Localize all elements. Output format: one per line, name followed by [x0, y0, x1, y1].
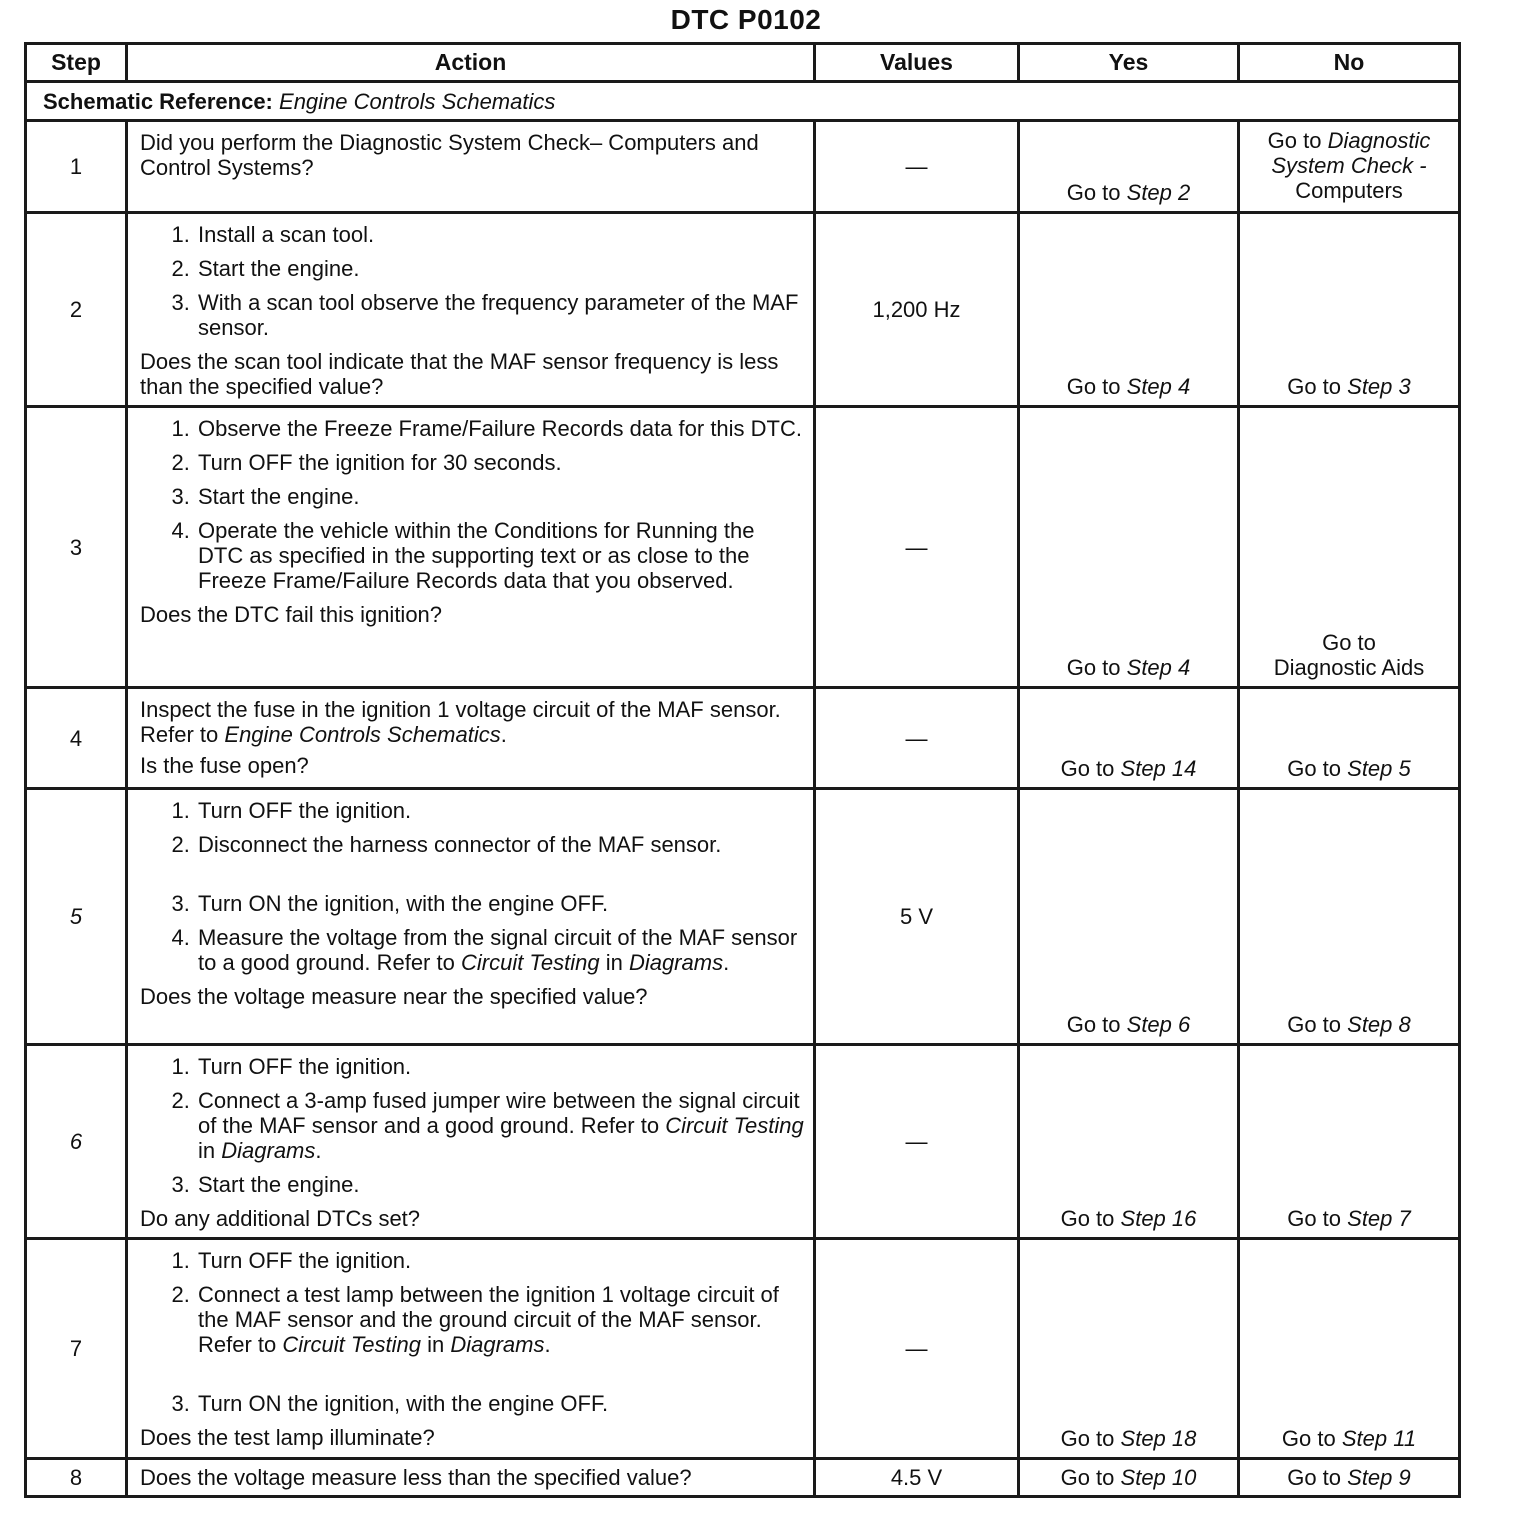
value-cell: — [815, 1045, 1019, 1239]
list-item: 1. Turn OFF the ignition. [196, 1054, 805, 1079]
step-number: 3 [26, 407, 127, 688]
action-cell [127, 121, 815, 213]
no-cell: Go to Step 9 [1239, 1459, 1460, 1497]
list-item: 4. Measure the voltage from the signal circuit of the MAF sensor to a good ground. Refer to Circuit Testing in Diagrams. [196, 925, 805, 975]
value-cell: — [815, 407, 1019, 688]
no-cell: Go to Diagnostic Aids [1239, 407, 1460, 688]
step-ref: Step 7 [1347, 1206, 1411, 1231]
step-ref: Step 14 [1120, 756, 1197, 781]
action-cell [127, 1045, 815, 1239]
no-cell: Go to Step 5 [1239, 688, 1460, 789]
diagnostic-table [24, 42, 1461, 1498]
action-cell [127, 1459, 815, 1497]
action-question: Does the test lamp illuminate? [140, 1425, 435, 1450]
list-item: 1. Observe the Freeze Frame/Failure Records data for this DTC. [196, 416, 805, 441]
action-steps [140, 222, 805, 340]
table-row [26, 1239, 1460, 1459]
header-step: Step [26, 44, 127, 82]
action-question: Does the voltage measure less than the specified value? [140, 1465, 692, 1490]
goto-text: Go to [1066, 180, 1121, 205]
yes-cell: Go to Step 16 [1019, 1045, 1239, 1239]
step-number: 7 [26, 1239, 127, 1459]
step-number: 5 [26, 789, 127, 1045]
value-cell: — [815, 121, 1019, 213]
table-row [26, 1045, 1460, 1239]
no-cell: Go to Step 3 [1239, 213, 1460, 407]
step-ref: Step 4 [1126, 374, 1191, 399]
step-number: 6 [26, 1045, 127, 1239]
circuit-testing-link: Circuit Testing [460, 950, 600, 975]
action-cell [127, 789, 815, 1045]
list-item: 2. Connect a 3-amp fused jumper wire between the signal circuit of the MAF sensor and a good ground. Refer to Circuit Testing in Diagrams. [196, 1088, 805, 1163]
circuit-testing-link: Circuit Testing [665, 1113, 804, 1138]
action-steps [140, 798, 805, 975]
list-item: 2. Start the engine. [196, 256, 805, 281]
action-question: Did you perform the Diagnostic System Check– Computers and Control Systems? [140, 130, 759, 180]
schematic-reference-row [26, 82, 1460, 121]
value-cell: — [815, 1239, 1019, 1459]
list-item: 3. With a scan tool observe the frequency parameter of the MAF sensor. [196, 290, 805, 340]
value-cell: 5 V [815, 789, 1019, 1045]
table-row [26, 688, 1460, 789]
diagrams-link: Diagrams [450, 1332, 545, 1357]
list-item: 2. Turn OFF the ignition for 30 seconds. [196, 450, 805, 475]
yes-cell: Go to Step 6 [1019, 789, 1239, 1045]
action-question: Is the fuse open? [140, 753, 309, 778]
value-cell: — [815, 688, 1019, 789]
step-ref: Step 9 [1347, 1465, 1411, 1490]
yes-cell: Go to Step 14 [1019, 688, 1239, 789]
list-item: 3. Start the engine. [196, 1172, 805, 1197]
step-ref: Step 8 [1347, 1012, 1411, 1037]
action-question: Does the voltage measure near the specified value? [140, 984, 648, 1009]
table-row [26, 121, 1460, 213]
step-ref: Step 5 [1347, 756, 1411, 781]
step-ref: Step 6 [1126, 1012, 1191, 1037]
step-number: 4 [26, 688, 127, 789]
action-question: Does the DTC fail this ignition? [140, 602, 443, 627]
yes-cell: Go to Step 4 [1019, 213, 1239, 407]
list-item: 3. Turn ON the ignition, with the engine OFF. [196, 1391, 805, 1416]
step-number: 1 [26, 121, 127, 213]
step-ref: Step 16 [1120, 1206, 1197, 1231]
list-item: 4. Operate the vehicle within the Conditions for Running the DTC as specified in the supporting text or as close to the Freeze Frame/Failure Records data that you observed. [196, 518, 805, 593]
yes-cell: Go to Step 10 [1019, 1459, 1239, 1497]
no-cell: Go to Step 8 [1239, 789, 1460, 1045]
schematic-reference [26, 82, 1460, 121]
table-row [26, 789, 1460, 1045]
step-ref: Step 18 [1120, 1426, 1197, 1451]
action-steps [140, 1248, 805, 1416]
step-ref: Step 10 [1120, 1465, 1197, 1490]
header-row [26, 44, 1460, 82]
table-row [26, 407, 1460, 688]
header-values: Values [815, 44, 1019, 82]
page-title: DTC P0102 [670, 4, 822, 35]
diagrams-link: Diagrams [221, 1138, 316, 1163]
yes-cell: Go to Step 18 [1019, 1239, 1239, 1459]
goto-text: Go to [1267, 128, 1322, 153]
diagnostic-aids-text: Diagnostic Aids [1273, 655, 1425, 680]
action-question: Do any additional DTCs set? [140, 1206, 421, 1231]
yes-cell: Go to Step 4 [1019, 407, 1239, 688]
list-item: 3. Turn ON the ignition, with the engine OFF. [196, 891, 805, 916]
schematic-reference-label: Schematic Reference: [43, 88, 273, 114]
step-ref: Step 3 [1347, 374, 1411, 399]
step-ref: Step 11 [1341, 1426, 1417, 1451]
no-tail: Computers [1295, 178, 1403, 203]
step-ref: Step 2 [1126, 180, 1191, 205]
diagnostic-system-check-link: Diagnostic System Check - [1271, 128, 1431, 178]
header-no: No [1239, 44, 1460, 82]
no-cell [1239, 121, 1460, 213]
engine-controls-schematics-link: Engine Controls Schematics [224, 722, 501, 747]
step-ref: Step 4 [1126, 655, 1191, 680]
list-item: 2. Connect a test lamp between the ignition 1 voltage circuit of the MAF sensor and the ground circuit of the MAF sensor. Refer to Circuit Testing in Diagrams. [196, 1282, 805, 1357]
diagrams-link: Diagrams [628, 950, 724, 975]
action-question: Does the scan tool indicate that the MAF sensor frequency is less than the specified value? [140, 349, 779, 399]
header-action: Action [127, 44, 815, 82]
list-item: 2. Disconnect the harness connector of the MAF sensor. [196, 832, 805, 857]
yes-cell [1019, 121, 1239, 213]
list-item: 1. Turn OFF the ignition. [196, 798, 805, 823]
table-row [26, 213, 1460, 407]
action-cell [127, 213, 815, 407]
list-item: 3. Start the engine. [196, 484, 805, 509]
no-cell: Go to Step 11 [1239, 1239, 1460, 1459]
action-steps [140, 416, 805, 593]
action-text: Inspect the fuse in the ignition 1 voltage circuit of the MAF sensor. Refer to Engine Controls Schematics. [140, 697, 781, 747]
header-yes: Yes [1019, 44, 1239, 82]
no-cell: Go to Step 7 [1239, 1045, 1460, 1239]
action-cell [127, 1239, 815, 1459]
action-cell [127, 688, 815, 789]
schematic-reference-link: Engine Controls Schematics [279, 88, 556, 114]
action-steps [140, 1054, 805, 1197]
table-row [26, 1459, 1460, 1497]
list-item: 1. Install a scan tool. [196, 222, 805, 247]
list-item: 1. Turn OFF the ignition. [196, 1248, 805, 1273]
circuit-testing-link: Circuit Testing [282, 1332, 421, 1357]
step-number: 2 [26, 213, 127, 407]
value-cell: 1,200 Hz [815, 213, 1019, 407]
step-number: 8 [26, 1459, 127, 1497]
action-cell [127, 407, 815, 688]
value-cell: 4.5 V [815, 1459, 1019, 1497]
